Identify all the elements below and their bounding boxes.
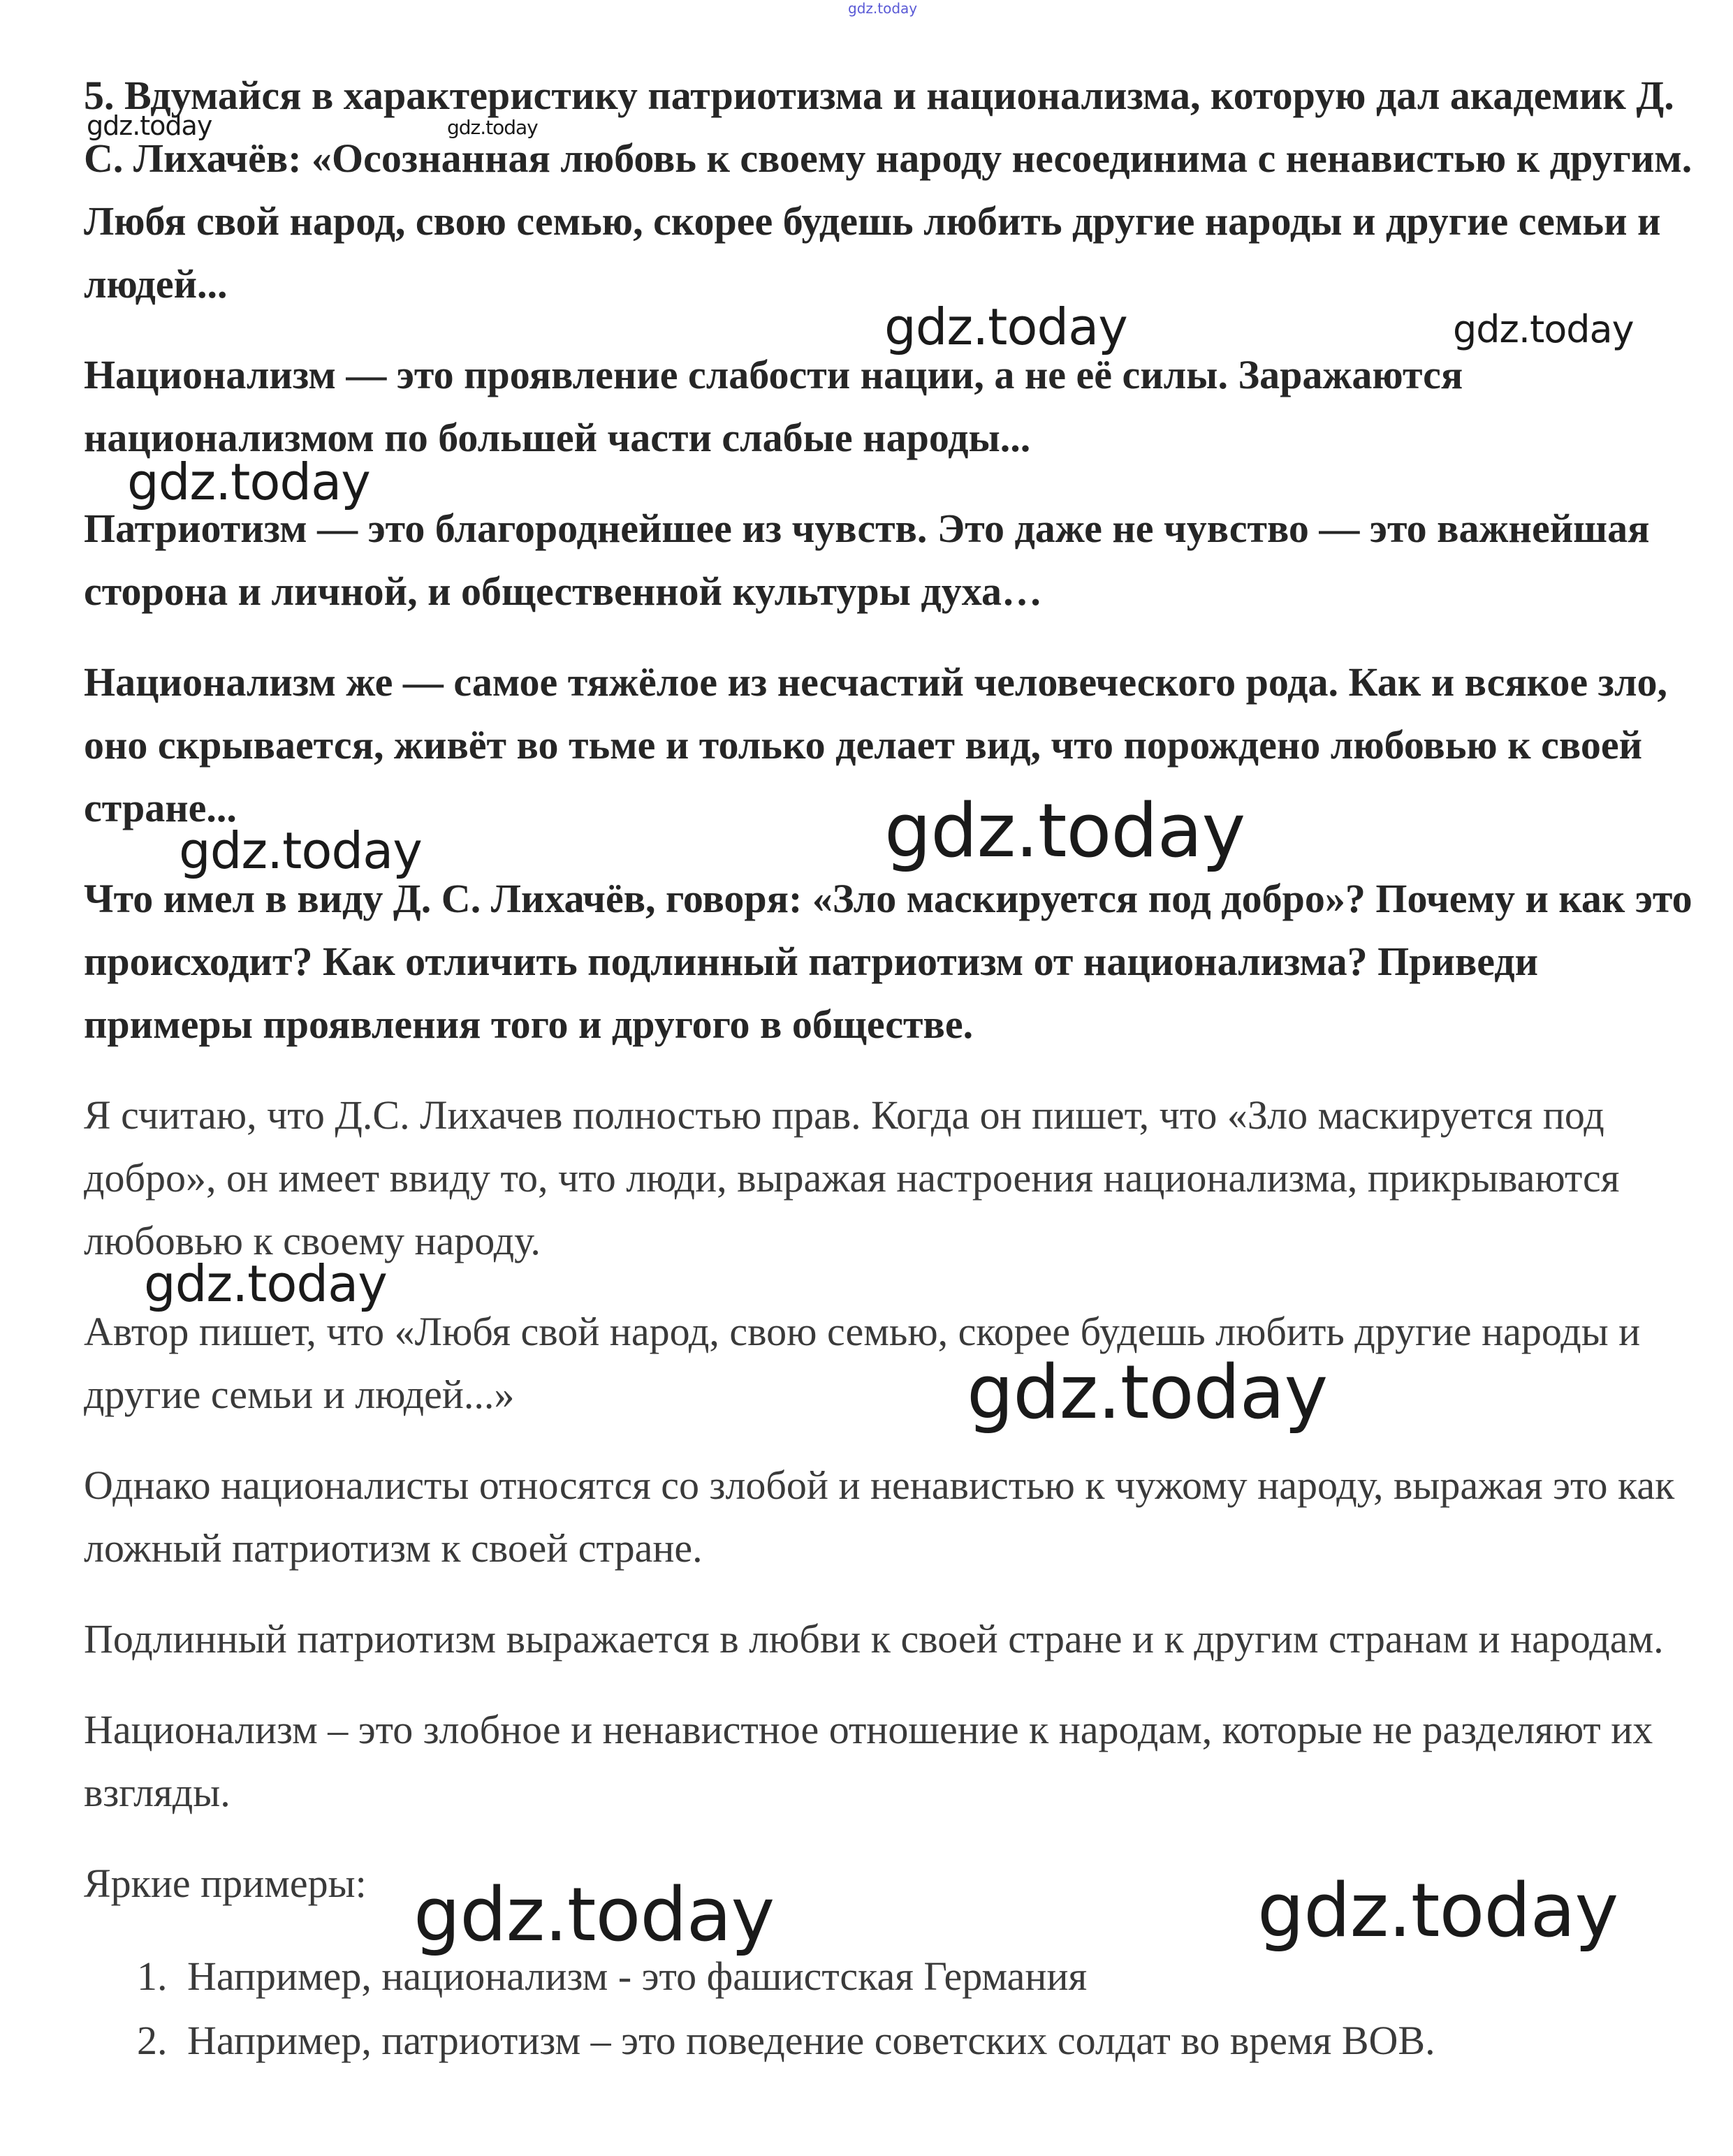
answer-paragraph-5: Национализм – это злобное и ненавистное отношение к народам, которые не разделяют их взгляды.: [84, 1707, 1653, 1815]
watermark: gdz.today: [87, 110, 212, 141]
answer-paragraph-3: Однако националисты относятся со злобой и ненавистью к чужому народу, выражая это как ложный патриотизм к своей стране.: [84, 1462, 1675, 1571]
watermark: gdz.today: [127, 453, 370, 511]
watermark: gdz.today: [884, 788, 1245, 874]
question-paragraph-4: Национализм же — самое тяжёлое из несчастий человеческого рода. Как и всякое зло, оно скрывается, живёт во тьме и только делает вид, что порождено любовью к своей стране...: [84, 659, 1668, 830]
examples-list: [84, 1944, 1704, 2073]
watermark: gdz.today: [414, 1872, 775, 1958]
list-item: 2. Например, патриотизм – это поведение советских солдат во время ВОВ.: [84, 2009, 1704, 2073]
question-paragraph-5: Что имел в виду Д. С. Лихачёв, говоря: «Зло маскируется под добро»? Почему и как это происходит? Как отличить подлинный патриотизм от национализма? Приведи примеры проявления того и другого в обществе.: [84, 876, 1692, 1047]
watermark: gdz.today: [144, 1254, 387, 1313]
watermark: gdz.today: [1257, 1868, 1618, 1953]
document-page: [84, 64, 1704, 2073]
answer-paragraph-2: Автор пишет, что «Любя свой народ, свою семью, скорее будешь любить другие народы и другие семьи и людей...»: [84, 1309, 1641, 1417]
list-item: 1. Например, национализм - это фашистская Германия: [84, 1944, 1704, 2009]
examples-label: Яркие примеры:: [84, 1861, 367, 1906]
watermark: gdz.today: [179, 821, 422, 880]
answer-paragraph-4: Подлинный патриотизм выражается в любви к своей стране и к другим странам и народам.: [84, 1616, 1664, 1662]
watermark: gdz.today: [884, 298, 1127, 356]
question-block: [84, 64, 1704, 1056]
list-item-text: Например, национализм - это фашистская Германия: [187, 1953, 1088, 1999]
watermark: gdz.today: [967, 1349, 1328, 1435]
answer-paragraph-1: Я считаю, что Д.С. Лихачев полностью прав. Когда он пишет, что «Зло маскируется под добро», он имеет ввиду то, что люди, выражая настроения национализма, прикрываются любовью к своему народу.: [84, 1092, 1620, 1263]
top-watermark: gdz.today: [848, 0, 918, 17]
question-paragraph-2: Национализм — это проявление слабости нации, а не её силы. Заражаются национализмом по большей части слабые народы...: [84, 352, 1463, 460]
watermark: gdz.today: [447, 116, 538, 139]
question-paragraph-3: Патриотизм — это благороднейшее из чувств. Это даже не чувство — это важнейшая сторона и личной, и общественной культуры духа…: [84, 506, 1650, 614]
list-item-text: Например, патриотизм – это поведение советских солдат во время ВОВ.: [187, 2018, 1435, 2063]
watermark: gdz.today: [1453, 307, 1634, 351]
question-paragraph-1: 5. Вдумайся в характеристику патриотизма и национализма, которую дал академик Д. С. Лихачёв: «Осознанная любовь к своему народу несоединима с ненавистью к другим. Любя свой народ, свою семью, скорее будешь любить другие народы и другие семьи и людей...: [84, 73, 1692, 307]
